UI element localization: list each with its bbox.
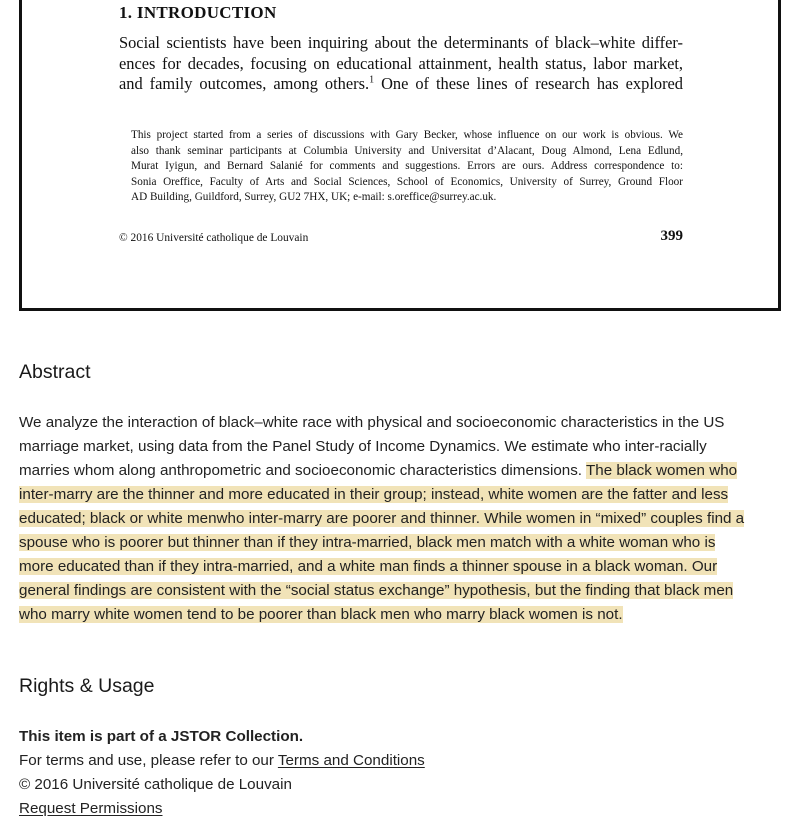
abstract-line bbox=[19, 459, 779, 483]
abstract-highlight: The black women who bbox=[585, 462, 738, 479]
footnote-line: also thank seminar participants at Columbia University and Universitat d’Alacant, Doug Almond, Lena Edlund, bbox=[131, 144, 683, 157]
preview-footnote bbox=[131, 128, 683, 206]
abstract-highlight: who marry white women tend to be poorer than black men who marry black women is not. bbox=[19, 606, 623, 623]
abstract-line bbox=[19, 435, 779, 459]
terms-row bbox=[19, 749, 779, 773]
abstract-plain-text: marries whom along anthropometric and socioeconomic characteristics dimensions. bbox=[19, 462, 586, 479]
preview-section-heading: 1. INTRODUCTION bbox=[119, 3, 277, 22]
preview-body-text bbox=[119, 33, 683, 95]
abstract-highlight: educated; black or white menwho inter-marry are poorer and thinner. While women in “mixed” couples find a bbox=[19, 510, 745, 527]
preview-body-fragment: One of these lines of research has explored bbox=[374, 74, 683, 93]
page-preview bbox=[19, 0, 781, 311]
terms-and-conditions-link[interactable]: Terms and Conditions bbox=[277, 752, 425, 769]
request-permissions-link[interactable]: Request Permissions bbox=[19, 800, 163, 817]
abstract-line bbox=[19, 603, 779, 627]
abstract-plain-text: marriage market, using data from the Panel Study of Income Dynamics. We estimate who inter-racially bbox=[19, 438, 707, 455]
abstract-highlight: spouse who is poorer but thinner than if they intra-married, black men match with a white woman who is bbox=[19, 534, 716, 551]
footnote-line: This project started from a series of discussions with Gary Becker, whose influence on our work is obvious. We bbox=[131, 129, 683, 141]
preview-body-fragment: and family outcomes, among others. bbox=[119, 74, 370, 93]
abstract-line bbox=[19, 507, 779, 531]
abstract-line bbox=[19, 411, 779, 435]
footnote-line: Sonia Oreffice, Faculty of Arts and Social Sciences, School of Economics, University of Surrey, Ground Floor bbox=[131, 175, 683, 188]
abstract-heading: Abstract bbox=[19, 361, 91, 383]
abstract-line bbox=[19, 555, 779, 579]
abstract-highlight: inter-marry are the thinner and more educated in their group; instead, white women are the fatter and less bbox=[19, 486, 729, 503]
abstract-highlight: general findings are consistent with the “social status exchange” hypothesis, but the finding that black men bbox=[19, 582, 734, 599]
footnote-line: Murat Iyigun, and Bernard Salanié for comments and suggestions. Errors are ours. Address correspondence to: bbox=[131, 160, 683, 173]
footnote-line: AD Building, Guildford, Surrey, GU2 7HX, UK; e-mail: s.oreffice@surrey.ac.uk. bbox=[131, 191, 497, 204]
rights-usage-block bbox=[19, 725, 779, 821]
preview-body-line bbox=[119, 74, 683, 95]
footnote-reference: 1 bbox=[369, 74, 375, 86]
abstract-line bbox=[19, 531, 779, 555]
terms-prefix: For terms and use, please refer to our bbox=[19, 752, 278, 769]
preview-page-number: 399 bbox=[660, 228, 683, 244]
abstract-line bbox=[19, 483, 779, 507]
abstract-line bbox=[19, 579, 779, 603]
abstract-plain-text: We analyze the interaction of black–white race with physical and socioeconomic characteristics in the US bbox=[19, 414, 725, 431]
permissions-row bbox=[19, 797, 779, 821]
preview-copyright: © 2016 Université catholique de Louvain bbox=[119, 232, 309, 244]
abstract-highlight: more educated than if they intra-married, and a white man finds a thinner spouse in a black woman. Our bbox=[19, 558, 718, 575]
abstract-text bbox=[19, 411, 779, 627]
preview-body-line: ences for decades, focusing on educational attainment, health status, labor market, bbox=[119, 53, 683, 73]
preview-body-line: Social scientists have been inquiring about the determinants of black–white differ- bbox=[119, 33, 683, 52]
collection-note: This item is part of a JSTOR Collection. bbox=[19, 728, 304, 745]
rights-copyright: © 2016 Université catholique de Louvain bbox=[19, 776, 292, 793]
rights-usage-heading: Rights & Usage bbox=[19, 675, 155, 697]
